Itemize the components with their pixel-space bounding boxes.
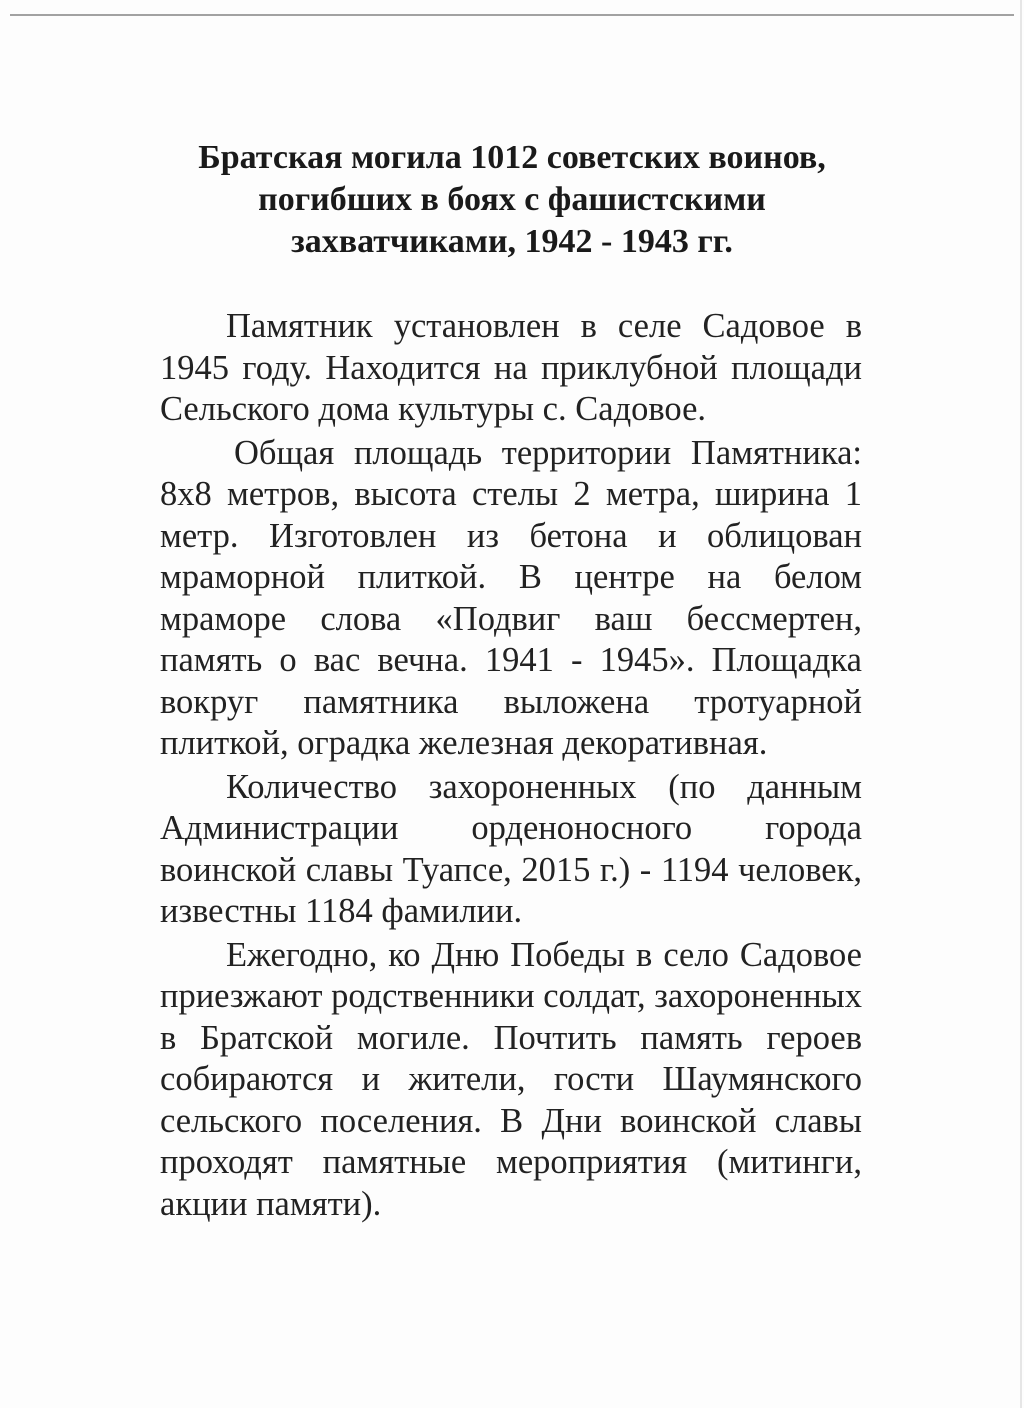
scan-right-edge: [1020, 0, 1022, 1408]
paragraph-location: Памятник установлен в селе Садовое в 1945 году. Находится на приклубной площади Сельского дома культуры с. Садовое.: [160, 307, 862, 428]
document-title: Братская могила 1012 советских воинов, погибших в боях с фашистскими захватчиками, 1942 - 1943 гг.: [198, 139, 826, 260]
paragraph-description: Общая площадь территории Памятника: 8х8 метров, высота стелы 2 метра, ширина 1 метр. Изготовлен из бетона и облицован мраморной плиткой. В центре на белом мраморе слова «Подвиг ваш бессмертен, память о вас вечна. 1941 - 1945». Площадка вокруг памятника выложена тротуарной плиткой, оградка железная декоративная.: [160, 433, 862, 762]
scan-top-edge: [10, 14, 1014, 16]
paragraph-commemoration: Ежегодно, ко Дню Победы в село Садовое приезжают родственники солдат, захороненных в Братской могиле. Почтить память героев собираются и жители, гости Шаумянского сельского поселения. В Дни воинской славы проходят памятные мероприятия (митинги, акции памяти).: [160, 935, 862, 1223]
document-body: [160, 306, 862, 1225]
paragraph-burials: Количество захороненных (по данным Администрации орденоносного города воинской славы Туапсе, 2015 г.) - 1194 человек, известны 1184 фамилии.: [160, 767, 862, 930]
